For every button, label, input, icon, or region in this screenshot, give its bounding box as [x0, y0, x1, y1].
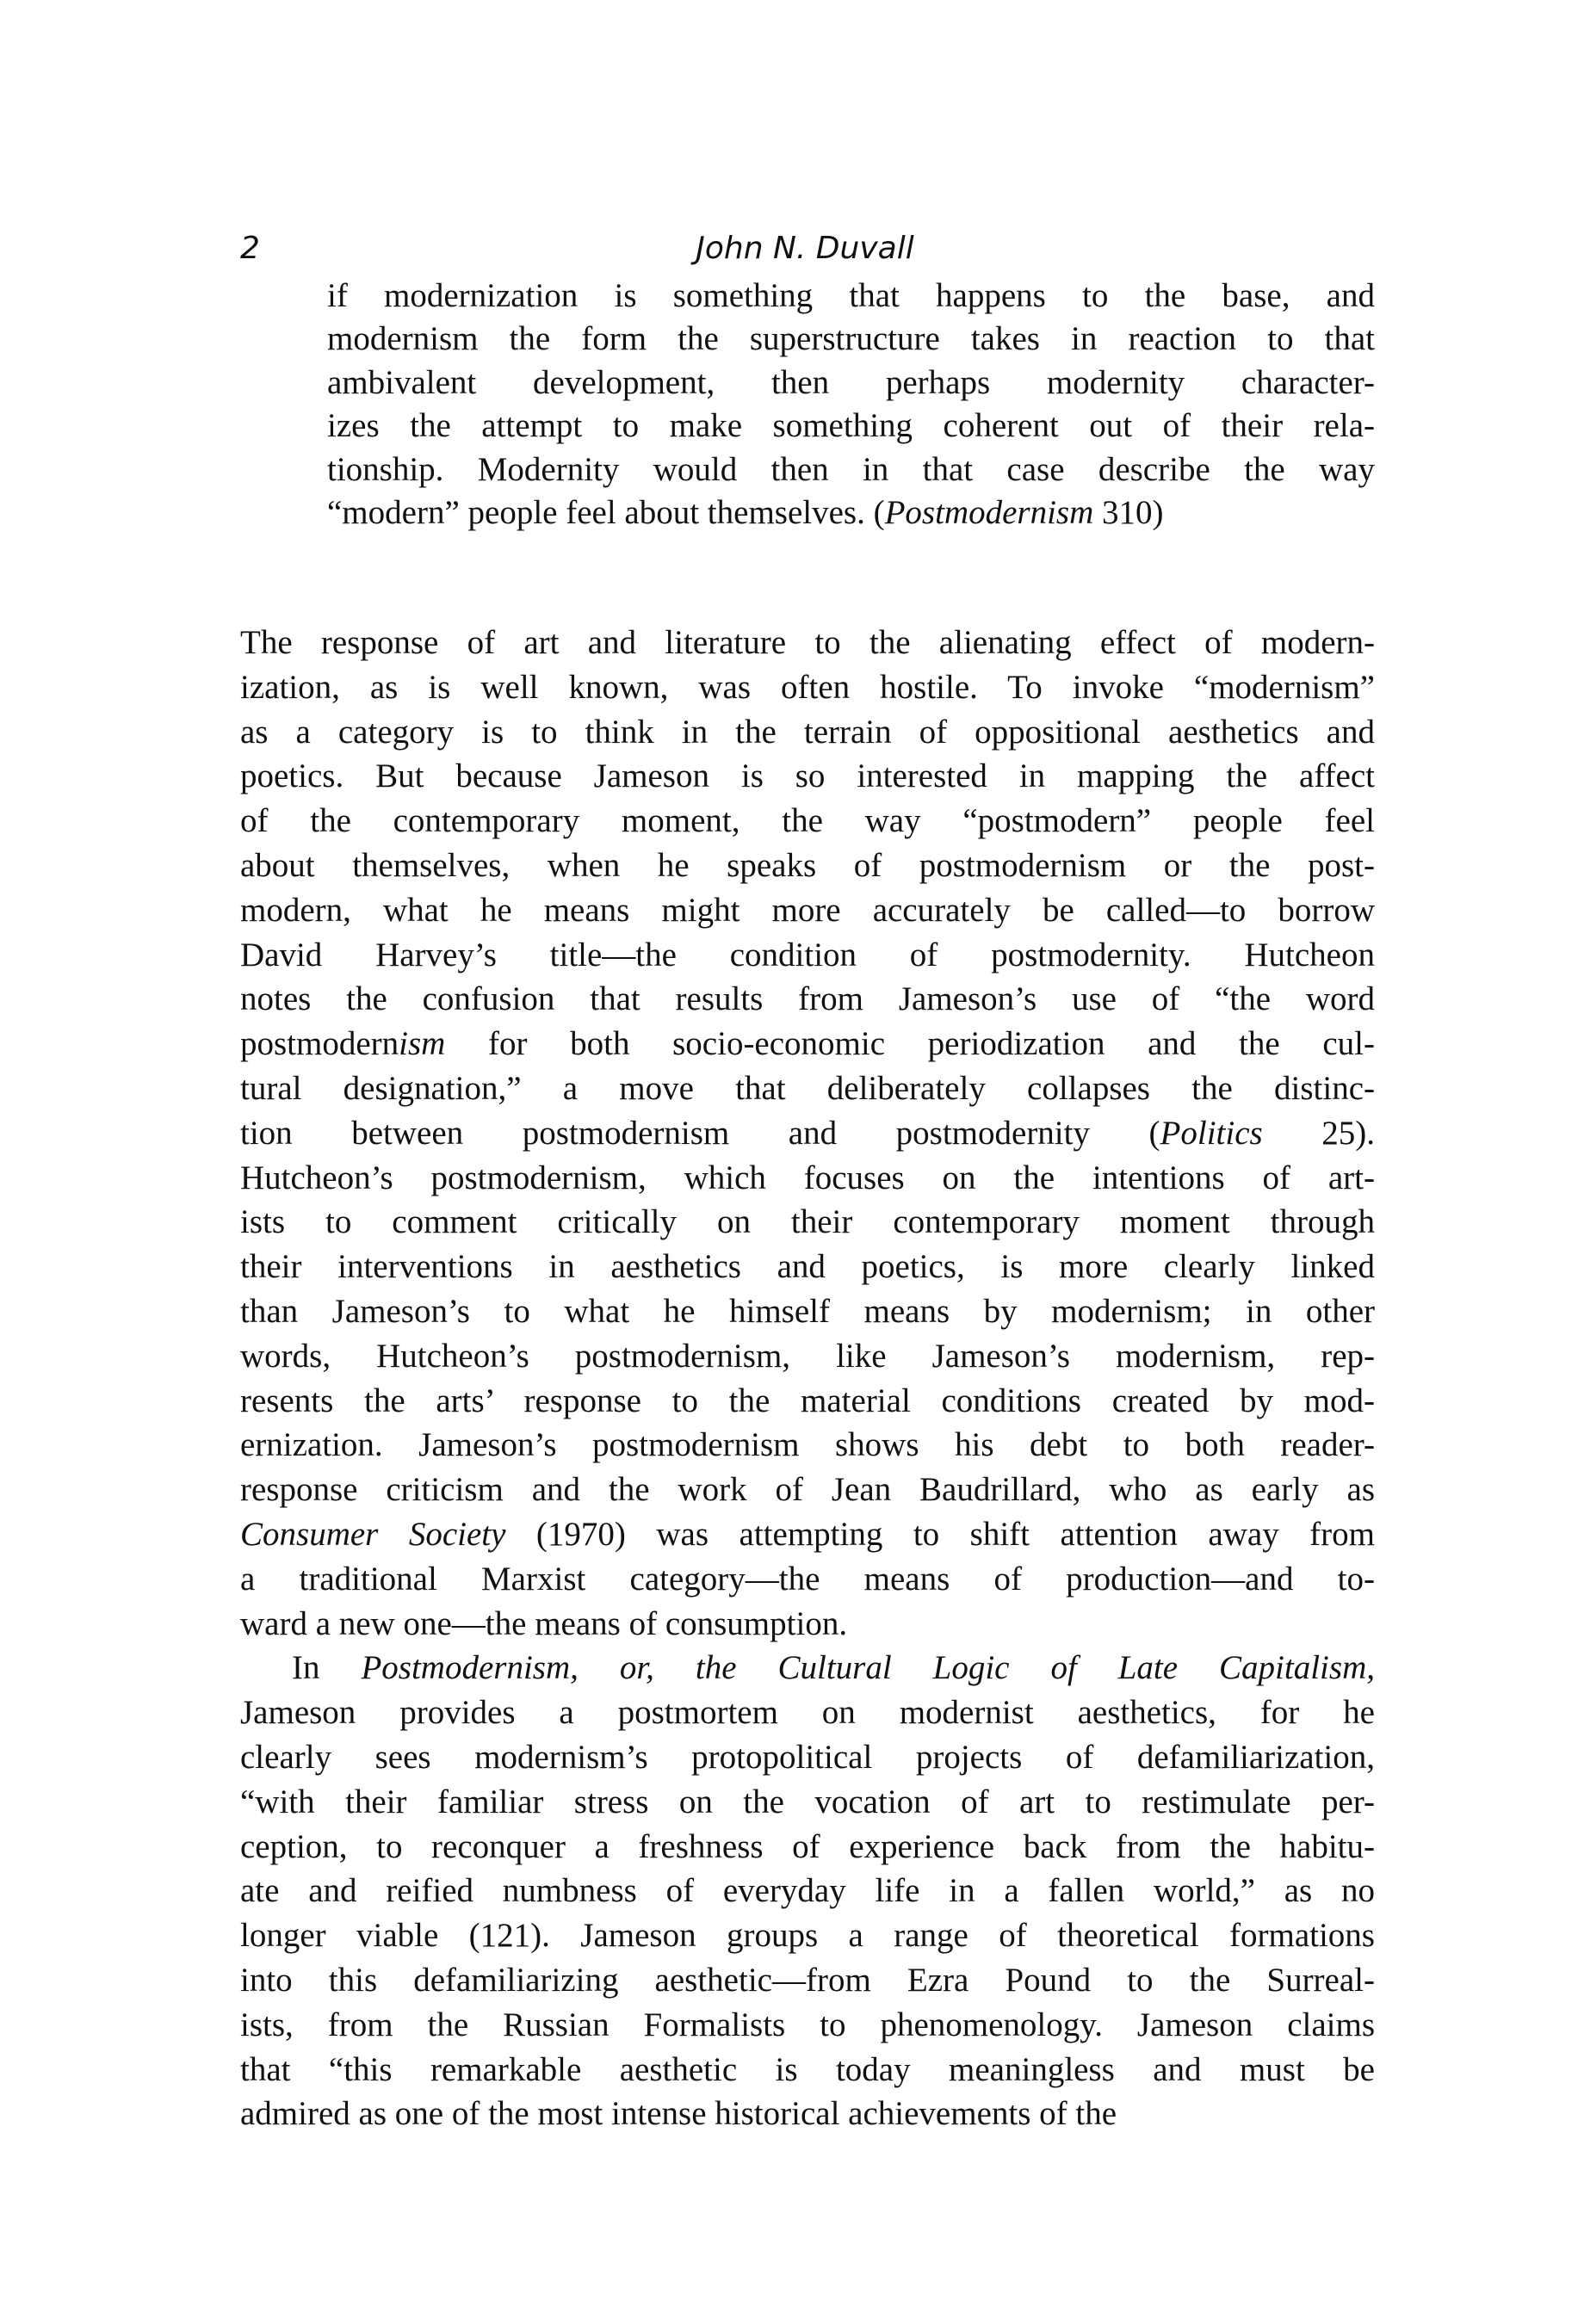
text-run: their interventions in aesthetics and poetics, is more clearly linked [240, 1248, 1375, 1286]
text-line [240, 1869, 1375, 1913]
text-run: as a category is to think in the terrain of oppositional aesthetics and [240, 713, 1375, 751]
text-run: modern, what he means might more accurately be called—to borrow [240, 891, 1375, 929]
running-head: John N. Duvall [696, 231, 914, 266]
text-line [240, 1512, 1375, 1557]
text-run: ate and reified numbness of everyday life in a fallen world,” as no [240, 1872, 1375, 1910]
text-line [240, 1646, 1375, 1690]
text-line [240, 1423, 1375, 1468]
text-line [240, 1958, 1375, 2003]
text-run: response criticism and the work of Jean Baudrillard, who as early as [240, 1471, 1375, 1509]
text-run: admired as one of the most intense historical achievements of the [240, 2095, 1117, 2133]
text-line [240, 2048, 1375, 2092]
text-run: izes the attempt to make something coherent out of their rela- [327, 407, 1375, 445]
text-run: tural designation,” a move that deliberately collapses the distinc- [240, 1069, 1375, 1107]
text-line [240, 1245, 1375, 1289]
text-run: Jameson provides a postmortem on modernist aesthetics, for he [240, 1694, 1375, 1732]
text-run: about themselves, when he speaks of postmodernism or the post- [240, 846, 1375, 884]
text-run: ernization. Jameson’s postmodernism shows his debt to both reader- [240, 1426, 1375, 1464]
italic-text: Politics [1160, 1114, 1263, 1152]
block-quote [327, 275, 1375, 535]
text-run: In [292, 1649, 362, 1687]
text-run: words, Hutcheon’s postmodernism, like Jameson’s modernism, rep- [240, 1337, 1375, 1375]
italic-text: Postmodernism [884, 494, 1094, 532]
text-line [240, 1913, 1375, 1958]
text-run: longer viable (121). Jameson groups a range of theoretical formations [240, 1917, 1375, 1955]
text-line [240, 621, 1375, 665]
text-run: The response of art and literature to the alienating effect of modern- [240, 624, 1375, 661]
text-line [327, 318, 1375, 361]
text-line [240, 1289, 1375, 1334]
text-run: ward a new one—the means of consumption. [240, 1604, 848, 1642]
text-line [240, 1602, 1375, 1647]
text-line [327, 405, 1375, 448]
text-line [240, 799, 1375, 844]
text-run: tionship. Modernity would then in that case describe the way [327, 450, 1375, 488]
body-text [240, 621, 1375, 2136]
text-line [240, 1022, 1375, 1066]
text-run: modernism the form the superstructure takes in reaction to that [327, 320, 1375, 358]
text-run: if modernization is something that happens to the base, and [327, 277, 1375, 314]
text-line [240, 1066, 1375, 1111]
text-run: Hutcheon’s postmodernism, which focuses on the intentions of art- [240, 1159, 1375, 1196]
text-line [327, 448, 1375, 491]
italic-text: Postmodernism, or, the Cultural Logic of Late Capitalism, [361, 1649, 1375, 1687]
text-run: ception, to reconquer a freshness of experience back from the habitu- [240, 1827, 1375, 1865]
text-line [240, 977, 1375, 1022]
text-line [240, 710, 1375, 755]
text-line [240, 1200, 1375, 1245]
text-line [240, 1111, 1375, 1156]
text-run: “with their familiar stress on the vocation of art to restimulate per- [240, 1783, 1375, 1820]
text-line [240, 1156, 1375, 1201]
text-run: than Jameson’s to what he himself means by modernism; in other [240, 1292, 1375, 1330]
italic-text: Consumer Society [240, 1515, 506, 1553]
text-run: 310) [1093, 494, 1164, 532]
text-run: clearly sees modernism’s protopolitical projects of defamiliarization, [240, 1738, 1375, 1776]
italic-text: ism [399, 1025, 446, 1063]
text-run: notes the confusion that results from Jameson’s use of “the word [240, 980, 1375, 1018]
text-line [240, 933, 1375, 978]
text-line [327, 275, 1375, 318]
text-line [240, 1780, 1375, 1825]
text-line [240, 1825, 1375, 1870]
text-run: ization, as is well known, was often hostile. To invoke “modernism” [240, 668, 1375, 706]
text-run: 25). [1262, 1114, 1375, 1152]
text-line [240, 2003, 1375, 2048]
text-run: that “this remarkable aesthetic is today meaningless and must be [240, 2050, 1375, 2088]
text-line [240, 1735, 1375, 1780]
text-line [240, 1557, 1375, 1602]
text-line [240, 2092, 1375, 2136]
text-line [240, 665, 1375, 710]
text-run: postmodern [240, 1025, 399, 1063]
text-line [240, 1334, 1375, 1379]
text-run: into this defamiliarizing aesthetic—from Ezra Pound to the Surreal- [240, 1961, 1375, 1999]
text-run: “modern” people feel about themselves. ( [327, 494, 885, 532]
page-number: 2 [240, 231, 260, 266]
text-run: a traditional Marxist category—the means of production—and to- [240, 1560, 1375, 1598]
text-line [240, 844, 1375, 888]
text-run: David Harvey’s title—the condition of postmodernity. Hutcheon [240, 936, 1375, 973]
text-line [240, 1690, 1375, 1735]
text-run: tion between postmodernism and postmodernity ( [240, 1114, 1160, 1152]
text-run: of the contemporary moment, the way “postmodern” people feel [240, 802, 1375, 840]
text-run: ambivalent development, then perhaps modernity character- [327, 363, 1375, 401]
text-line [240, 1468, 1375, 1512]
text-line [240, 1379, 1375, 1424]
text-line [327, 491, 1375, 535]
text-run: poetics. But because Jameson is so interested in mapping the affect [240, 757, 1375, 795]
text-run: ists, from the Russian Formalists to phenomenology. Jameson claims [240, 2006, 1375, 2043]
text-line [327, 362, 1375, 405]
text-run: for both socio-economic periodization and the cul- [445, 1025, 1375, 1063]
text-run: ists to comment critically on their contemporary moment through [240, 1203, 1375, 1241]
text-line [240, 888, 1375, 933]
text-run: (1970) was attempting to shift attention away from [505, 1515, 1375, 1553]
text-run: resents the arts’ response to the material conditions created by mod- [240, 1381, 1375, 1419]
text-line [240, 754, 1375, 799]
